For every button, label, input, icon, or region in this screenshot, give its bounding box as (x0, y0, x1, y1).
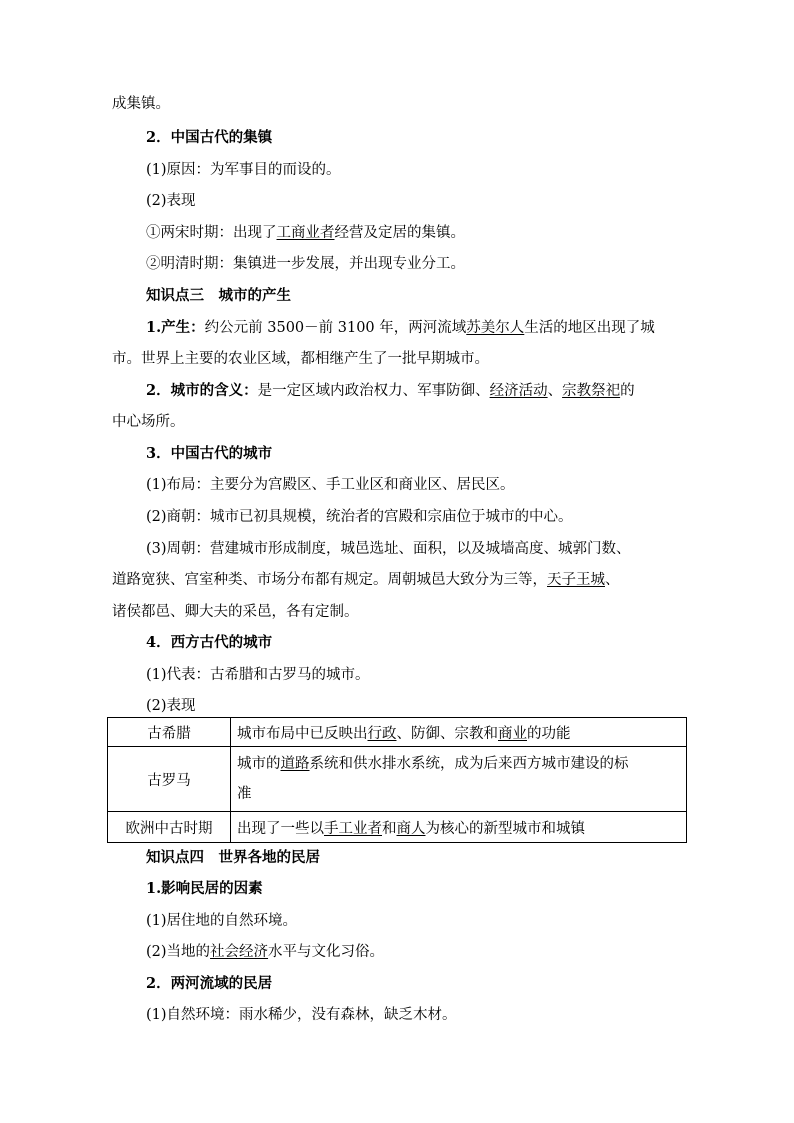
section-heading: 2．两河流域的民居 (146, 975, 273, 992)
key-term: 商人 (396, 820, 426, 837)
table-row (108, 747, 687, 812)
text-line: 道路宽狭、宫室种类、市场分布都有规定。周朝城邑大致分为三等，天子王城、 (112, 572, 620, 588)
key-term: 社会经济 (210, 944, 269, 960)
key-term: 宗教祭祀 (562, 383, 621, 399)
text-line: (2)商朝：城市已初具规模，统治者的宫殿和宗庙位于城市的中心。 (146, 509, 573, 525)
section-heading: 1.影响民居的因素 (146, 880, 263, 897)
table-cell-content: 城市的道路系统和供水排水系统，成为后来西方城市建设的标 准 (231, 747, 687, 812)
text-line: 成集镇。 (112, 96, 170, 112)
text-line: (2)表现 (146, 698, 196, 714)
section-heading: 4．西方古代的城市 (146, 634, 273, 651)
section-heading: 知识点三 城市的产生 (146, 287, 291, 304)
section-heading: 2．中国古代的集镇 (146, 129, 273, 146)
key-term: 行政 (367, 725, 397, 742)
key-term: 苏美尔人 (466, 320, 525, 336)
text-line: 1.产生：约公元前 3500－前 3100 年，两河流域苏美尔人生活的地区出现了城 (146, 319, 655, 336)
table-cell-label: 古罗马 (108, 747, 231, 812)
table-cell-content: 城市布局中已反映出行政、防御、宗教和商业的功能 (231, 718, 687, 747)
key-term: 道路 (280, 756, 310, 772)
text-line: 2．城市的含义：是一定区域内政治权力、军事防御、经济活动、宗教祭祀的 (146, 382, 635, 399)
section-heading: 3．中国古代的城市 (146, 445, 273, 462)
text-line: (1)布局：主要分为宫殿区、手工业区和商业区、居民区。 (146, 477, 515, 493)
key-term: 经济活动 (489, 383, 548, 399)
table-cell-label: 古希腊 (108, 718, 231, 747)
key-term: 商业 (498, 725, 527, 742)
text-line: (1)自然环境：雨水稀少，没有森林，缺乏木材。 (146, 1007, 457, 1023)
text-line: (1)原因：为军事目的而设的。 (146, 162, 341, 178)
key-term: 天子王城 (547, 572, 605, 588)
text-line: (3)周朝：营建城市形成制度，城邑选址、面积，以及城墙高度、城郭门数、 (146, 541, 631, 557)
text-line: ①两宋时期：出现了工商业者经营及定居的集镇。 (146, 225, 465, 241)
section-heading: 知识点四 世界各地的民居 (146, 849, 320, 866)
text-line: (2)当地的社会经济水平与文化习俗。 (146, 944, 385, 960)
text-line: (2)表现 (146, 193, 196, 209)
table-cell-content: 出现了一些以手工业者和商人为核心的新型城市和城镇 (231, 812, 687, 843)
text-line: (1)居住地的自然环境。 (146, 913, 298, 929)
table-row (108, 812, 687, 843)
table-cell-label: 欧洲中古时期 (108, 812, 231, 843)
text-line: 中心场所。 (112, 414, 185, 430)
key-term: 工商业者 (276, 225, 335, 241)
key-term: 手工业者 (324, 820, 382, 837)
text-line: ②明清时期：集镇进一步发展，并出现专业分工。 (146, 256, 465, 272)
table-row (108, 718, 687, 747)
text-line: 市。世界上主要的农业区域，都相继产生了一批早期城市。 (112, 351, 489, 367)
western-cities-table (107, 717, 687, 843)
text-line: (1)代表：古希腊和古罗马的城市。 (146, 667, 370, 683)
text-line: 诸侯都邑、卿大夫的采邑，各有定制。 (112, 604, 359, 620)
